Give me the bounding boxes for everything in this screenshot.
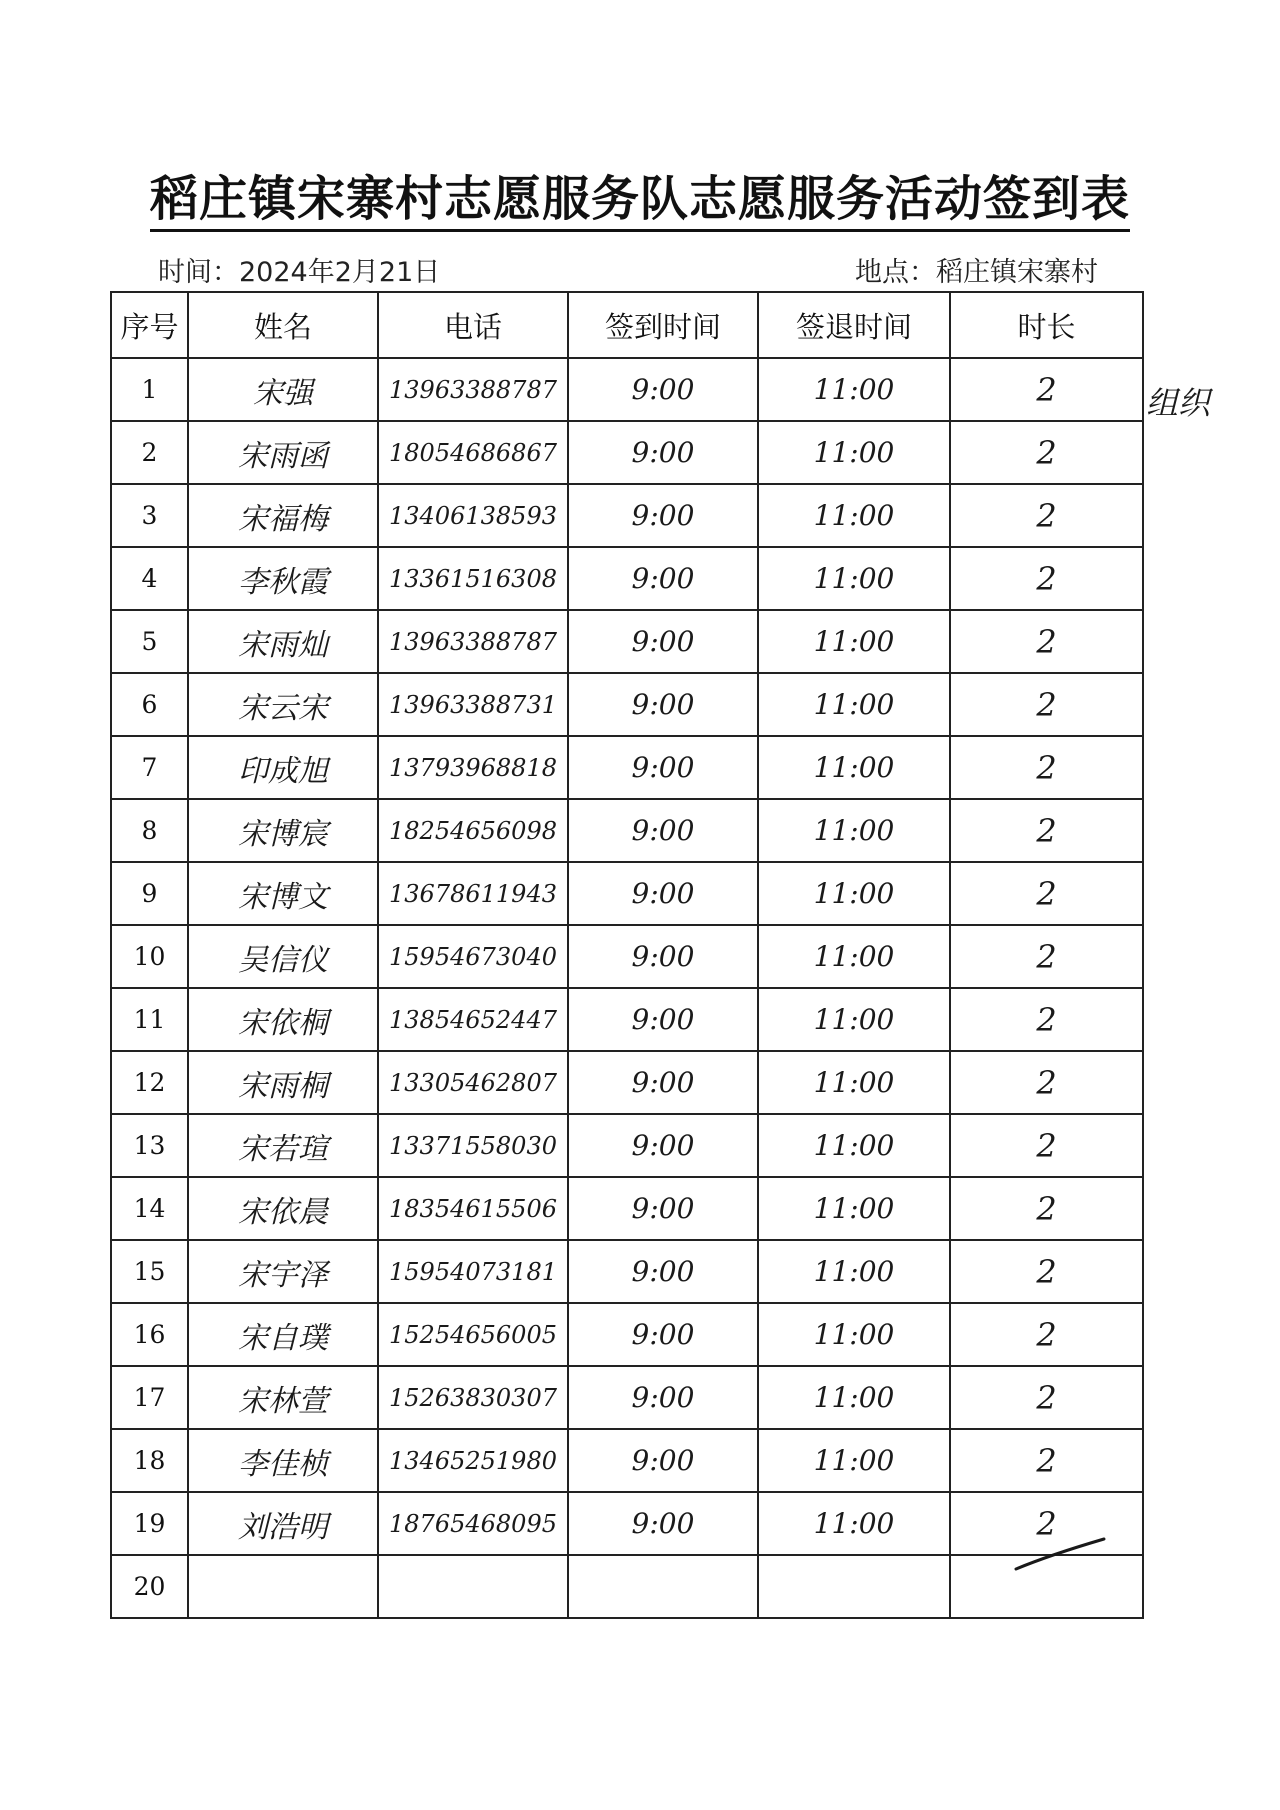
phone-cell: 15263830307 [378,1366,568,1429]
name-cell: 宋若瑄 [188,1114,378,1177]
duration-cell: 2 [950,1366,1143,1429]
name-cell: 宋博宸 [188,799,378,862]
duration-cell: 2 [950,1177,1143,1240]
sign-out-time-cell: 11:00 [758,421,950,484]
serial-cell: 14 [111,1177,188,1240]
sign-out-time-cell: 11:00 [758,673,950,736]
table-row [111,1051,1143,1114]
phone-cell: 13406138593 [378,484,568,547]
serial-cell: 7 [111,736,188,799]
sign-out-time-cell: 11:00 [758,484,950,547]
table-row [111,484,1143,547]
phone-cell: 18054686867 [378,421,568,484]
duration-cell: 2 [950,988,1143,1051]
sign-in-time-cell: 9:00 [568,1240,758,1303]
header-sign-in-time: 签到时间 [568,292,758,358]
table-row [111,1429,1143,1492]
phone-cell: 15954673040 [378,925,568,988]
header-name: 姓名 [188,292,378,358]
duration-cell: 2 [950,862,1143,925]
phone-cell: 13678611943 [378,862,568,925]
phone-cell: 18765468095 [378,1492,568,1555]
sign-in-time-cell: 9:00 [568,925,758,988]
duration-cell: 2 [950,547,1143,610]
serial-cell: 13 [111,1114,188,1177]
sign-in-time-cell: 9:00 [568,988,758,1051]
sign-out-time-cell: 11:00 [758,1429,950,1492]
sign-out-time-cell: 11:00 [758,1240,950,1303]
name-cell: 宋强 [188,358,378,421]
name-cell: 宋博文 [188,862,378,925]
name-cell: 宋雨灿 [188,610,378,673]
sign-in-time-cell: 9:00 [568,610,758,673]
table-row [111,1114,1143,1177]
name-cell: 宋雨函 [188,421,378,484]
serial-cell: 19 [111,1492,188,1555]
sign-in-time-cell: 9:00 [568,1114,758,1177]
sign-in-time-cell: 9:00 [568,1429,758,1492]
serial-cell: 10 [111,925,188,988]
table-row [111,988,1143,1051]
sign-in-time-cell: 9:00 [568,547,758,610]
sign-in-time-cell [568,1555,758,1618]
serial-cell: 20 [111,1555,188,1618]
sign-out-time-cell: 11:00 [758,1492,950,1555]
header-serial: 序号 [111,292,188,358]
sign-out-time-cell: 11:00 [758,610,950,673]
serial-cell: 1 [111,358,188,421]
sign-in-time-cell: 9:00 [568,1492,758,1555]
phone-cell [378,1555,568,1618]
serial-cell: 8 [111,799,188,862]
sign-out-time-cell: 11:00 [758,925,950,988]
name-cell: 宋云宋 [188,673,378,736]
duration-cell: 2 [950,421,1143,484]
document-title-text: 稻庄镇宋寨村志愿服务队志愿服务活动签到表 [150,171,1130,232]
margin-note-handwritten: 组织 [1146,384,1211,422]
sign-in-time-cell: 9:00 [568,1303,758,1366]
name-cell: 刘浩明 [188,1492,378,1555]
sign-out-time-cell: 11:00 [758,1051,950,1114]
serial-cell: 17 [111,1366,188,1429]
name-cell: 宋福梅 [188,484,378,547]
serial-cell: 6 [111,673,188,736]
phone-cell: 18354615506 [378,1177,568,1240]
duration-cell: 2 [950,1303,1143,1366]
table-row [111,1366,1143,1429]
table-row [111,1555,1143,1618]
serial-cell: 9 [111,862,188,925]
phone-cell: 18254656098 [378,799,568,862]
name-cell: 宋雨桐 [188,1051,378,1114]
name-cell: 宋依桐 [188,988,378,1051]
table-row [111,358,1143,421]
phone-cell: 13305462807 [378,1051,568,1114]
duration-cell: 2 [950,1051,1143,1114]
table-row [111,610,1143,673]
phone-cell: 13465251980 [378,1429,568,1492]
table-row [111,799,1143,862]
duration-cell: 2 [950,925,1143,988]
name-cell: 宋宇泽 [188,1240,378,1303]
sign-out-time-cell: 11:00 [758,358,950,421]
name-cell: 印成旭 [188,736,378,799]
sign-in-time-cell: 9:00 [568,673,758,736]
duration-cell: 2 [950,1240,1143,1303]
sign-in-time-cell: 9:00 [568,1051,758,1114]
table-header-row [111,292,1143,358]
document-title [0,160,1280,229]
name-cell: 宋林萱 [188,1366,378,1429]
phone-cell: 13963388731 [378,673,568,736]
duration-cell: 2 [950,484,1143,547]
sign-in-time-cell: 9:00 [568,862,758,925]
phone-cell: 13361516308 [378,547,568,610]
sign-out-time-cell: 11:00 [758,1303,950,1366]
duration-cell: 2 [950,1492,1143,1555]
serial-cell: 3 [111,484,188,547]
table-row [111,862,1143,925]
sign-in-table [110,291,1144,1619]
name-cell: 宋依晨 [188,1177,378,1240]
sign-out-time-cell [758,1555,950,1618]
header-sign-out-time: 签退时间 [758,292,950,358]
sign-in-time-cell: 9:00 [568,736,758,799]
sign-in-time-cell: 9:00 [568,484,758,547]
sign-in-time-cell: 9:00 [568,358,758,421]
name-cell [188,1555,378,1618]
sign-out-time-cell: 11:00 [758,862,950,925]
serial-cell: 2 [111,421,188,484]
table-row [111,736,1143,799]
name-cell: 吴信仪 [188,925,378,988]
table-row [111,1240,1143,1303]
phone-cell: 13371558030 [378,1114,568,1177]
sign-out-time-cell: 11:00 [758,547,950,610]
table-row [111,1177,1143,1240]
name-cell: 李秋霞 [188,547,378,610]
header-duration: 时长 [950,292,1143,358]
serial-cell: 11 [111,988,188,1051]
sign-out-time-cell: 11:00 [758,1114,950,1177]
header-phone: 电话 [378,292,568,358]
duration-cell: 2 [950,736,1143,799]
activity-location: 地点：稻庄镇宋寨村 [855,257,1098,288]
serial-cell: 5 [111,610,188,673]
phone-cell: 13963388787 [378,358,568,421]
duration-cell: 2 [950,610,1143,673]
name-cell: 宋自璞 [188,1303,378,1366]
table-row [111,547,1143,610]
activity-time: 时间：2024年2月21日 [158,257,441,288]
phone-cell: 15254656005 [378,1303,568,1366]
serial-cell: 12 [111,1051,188,1114]
phone-cell: 15954073181 [378,1240,568,1303]
table-row [111,1492,1143,1555]
table-row [111,673,1143,736]
serial-cell: 16 [111,1303,188,1366]
duration-cell: 2 [950,799,1143,862]
phone-cell: 13793968818 [378,736,568,799]
table-row [111,421,1143,484]
phone-cell: 13854652447 [378,988,568,1051]
table-row [111,1303,1143,1366]
sign-in-time-cell: 9:00 [568,421,758,484]
serial-cell: 4 [111,547,188,610]
serial-cell: 15 [111,1240,188,1303]
sign-in-time-cell: 9:00 [568,1366,758,1429]
sign-out-time-cell: 11:00 [758,1366,950,1429]
duration-cell: 2 [950,1114,1143,1177]
sign-in-time-cell: 9:00 [568,799,758,862]
table-body [111,358,1143,1618]
serial-cell: 18 [111,1429,188,1492]
duration-cell: 2 [950,358,1143,421]
name-cell: 李佳桢 [188,1429,378,1492]
phone-cell: 13963388787 [378,610,568,673]
duration-cell: 2 [950,673,1143,736]
sign-out-time-cell: 11:00 [758,988,950,1051]
duration-cell: 2 [950,1429,1143,1492]
table-row [111,925,1143,988]
sign-in-time-cell: 9:00 [568,1177,758,1240]
pen-stroke-mark [1010,1535,1110,1575]
sign-out-time-cell: 11:00 [758,736,950,799]
sign-out-time-cell: 11:00 [758,1177,950,1240]
sign-out-time-cell: 11:00 [758,799,950,862]
